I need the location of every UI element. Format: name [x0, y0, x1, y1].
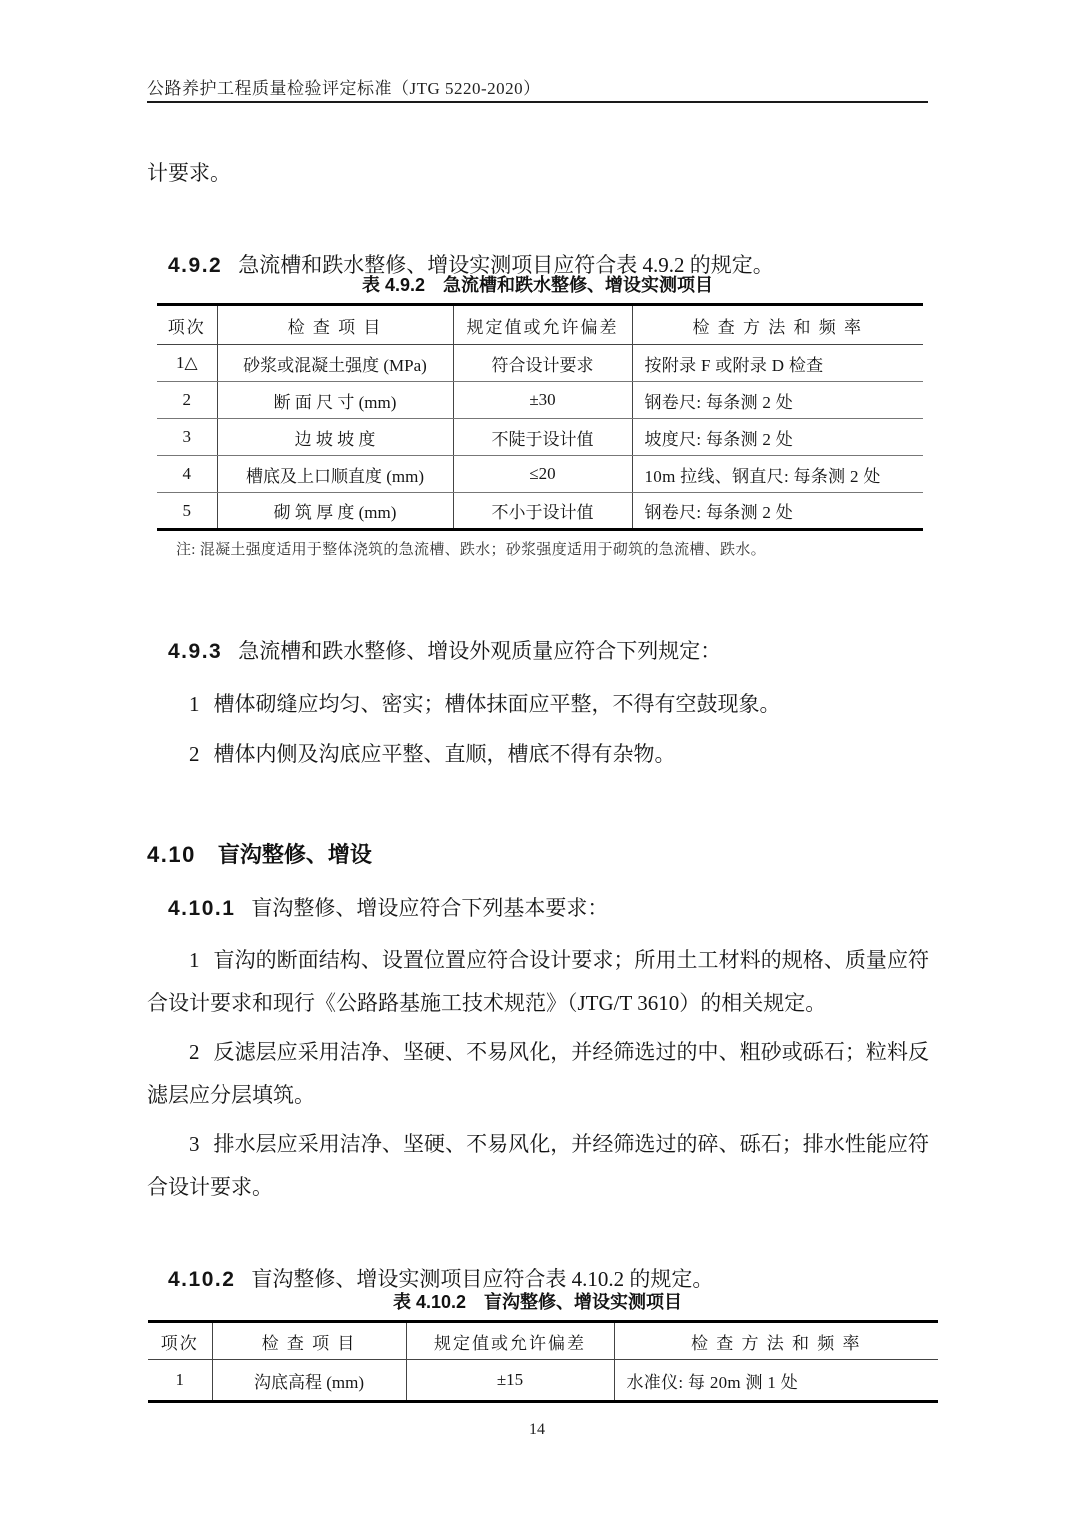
- table-cell: 3: [157, 419, 217, 456]
- table-header-row: [148, 1322, 938, 1360]
- inspection-table-4-10-2: [148, 1320, 938, 1403]
- table-header-cell: 检 查 项 目: [217, 305, 453, 345]
- table-cell: 砂浆或混凝土强度 (MPa): [217, 345, 453, 382]
- table-cell: 1: [148, 1360, 212, 1402]
- item-number: 2: [189, 742, 200, 766]
- clause-4-10-1: [168, 892, 928, 922]
- clause-text: 盲沟整修、增设实测项目应符合表 4.10.2 的规定。: [251, 1267, 714, 1291]
- table-cell: 4: [157, 456, 217, 493]
- table-cell: 水准仪: 每 20m 测 1 处: [626, 1372, 798, 1392]
- clause-4-9-3: [168, 635, 928, 665]
- clause-text: 急流槽和跌水整修、增设实测项目应符合表 4.9.2 的规定。: [238, 253, 774, 277]
- table-header-cell: 检 查 方 法 和 频 率: [614, 1322, 938, 1360]
- table-cell: 沟底高程 (mm): [212, 1360, 406, 1402]
- table-row: [157, 419, 923, 456]
- table-cell: 钢卷尺: 每条测 2 处: [632, 382, 923, 419]
- table-cell: 按附录 F 或附录 D 检查: [632, 345, 923, 382]
- item-text: 反滤层应采用洁净、坚硬、不易风化，并经筛选过的中、粗砂或砾石；粒料反滤层应分层填筑。: [147, 1040, 929, 1107]
- table-header-cell: 规定值或允许偏差: [453, 305, 632, 345]
- table-cell: 钢卷尺: 每条测 2 处: [644, 503, 794, 522]
- list-item: [147, 683, 929, 726]
- table-cell: 坡度尺: 每条测 2 处: [632, 419, 923, 456]
- section-heading-4-10: [147, 838, 907, 869]
- table-row: [148, 1360, 938, 1402]
- table-cell: 10m 拉线、钢直尺: 每条测 2 处: [632, 456, 923, 493]
- table-cell: 符合设计要求: [453, 345, 632, 382]
- table-cell: ±15: [406, 1360, 614, 1402]
- item-text: 槽体内侧及沟底应平整、直顺，槽底不得有杂物。: [213, 742, 676, 766]
- clause-text: 急流槽和跌水整修、增设外观质量应符合下列规定：: [238, 639, 722, 663]
- carryover-paragraph: 计要求。: [147, 161, 231, 185]
- table-row: [157, 382, 923, 419]
- table-cell: ±30: [453, 382, 632, 419]
- table-cell: 5: [157, 493, 217, 530]
- table-cell: 2: [157, 382, 217, 419]
- running-header: 公路养护工程质量检验评定标准（JTG 5220-2020）: [147, 79, 541, 98]
- table-row: [157, 456, 923, 493]
- list-item: [147, 939, 929, 1025]
- table-cell: 不小于设计值: [453, 493, 632, 530]
- table-header-cell: 规定值或允许偏差: [406, 1322, 614, 1360]
- inspection-table-4-9-2: [157, 303, 923, 531]
- clause-number: 4.9.2: [168, 254, 223, 277]
- clause-number: 4.9.3: [168, 640, 223, 663]
- item-number: 2: [189, 1040, 200, 1064]
- page-number: 14: [529, 1421, 545, 1438]
- table-cell: 边 坡 坡 度: [217, 419, 453, 456]
- table-caption-4-10-2: 表 4.10.2 盲沟整修、增设实测项目: [392, 1292, 683, 1312]
- list-item: [147, 1123, 929, 1209]
- list-item: [147, 733, 929, 776]
- table-row: [157, 493, 923, 530]
- table-cell: 槽底及上口顺直度 (mm): [217, 456, 453, 493]
- table-row: [157, 345, 923, 382]
- clause-text: 盲沟整修、增设应符合下列基本要求：: [251, 896, 609, 920]
- item-number: 3: [189, 1132, 200, 1156]
- list-item: [147, 1031, 929, 1117]
- table-caption-4-9-2: 表 4.9.2 急流槽和跌水整修、增设实测项目: [361, 275, 714, 295]
- item-number: 1: [189, 692, 200, 716]
- item-text: 盲沟的断面结构、设置位置应符合设计要求；所用土工材料的规格、质量应符合设计要求和现行《公路路基施工技术规范》（JTG/T 3610）的相关规定。: [147, 948, 929, 1015]
- table-header-cell: 项次: [157, 305, 217, 345]
- table-cell: 1△: [157, 345, 217, 382]
- header-rule: [147, 101, 928, 103]
- item-text: 槽体砌缝应均匀、密实；槽体抹面应平整，不得有空鼓现象。: [213, 692, 781, 716]
- item-number: 1: [189, 948, 200, 972]
- item-text: 排水层应采用洁净、坚硬、不易风化，并经筛选过的碎、砾石；排水性能应符合设计要求。: [147, 1132, 929, 1199]
- table-cell: 断 面 尺 寸 (mm): [217, 382, 453, 419]
- section-title: 盲沟整修、增设: [217, 842, 372, 867]
- table-cell: 不陡于设计值: [453, 419, 632, 456]
- table-header-cell: 检 查 方 法 和 频 率: [632, 305, 923, 345]
- table-cell: 砌 筑 厚 度 (mm): [217, 493, 453, 530]
- section-number: 4.10: [147, 842, 196, 867]
- table-header-cell: 项次: [148, 1322, 212, 1360]
- table-cell: ≤20: [453, 456, 632, 493]
- table-header-row: [157, 305, 923, 345]
- table-note: 注: 混凝土强度适用于整体浇筑的急流槽、跌水；砂浆强度适用于砌筑的急流槽、跌水。: [176, 542, 766, 558]
- clause-number: 4.10.1: [168, 897, 236, 920]
- table-header-cell: 检 查 项 目: [212, 1322, 406, 1360]
- clause-number: 4.10.2: [168, 1268, 236, 1291]
